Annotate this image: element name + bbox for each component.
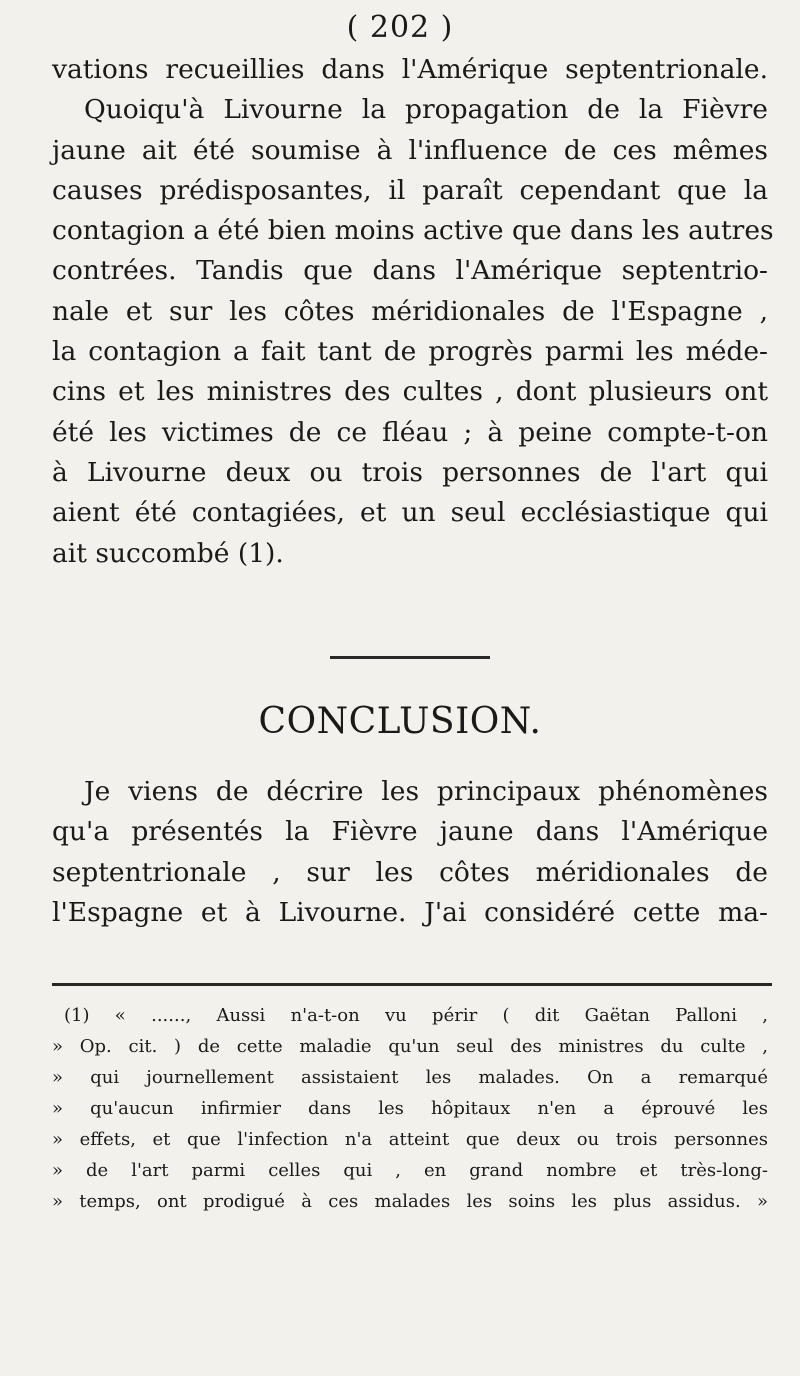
footnote-line: » qui journellement assistaient les malades. On a remarqué bbox=[52, 1067, 768, 1088]
text-line: qu'a présentés la Fièvre jaune dans l'Amérique bbox=[52, 816, 768, 848]
paragraph-contagion-livourne bbox=[52, 50, 774, 574]
text-line: vations recueillies dans l'Amérique septentrionale. bbox=[52, 54, 768, 85]
text-line: ait succombé (1). bbox=[52, 537, 284, 569]
text-line: l'Espagne et à Livourne. J'ai considéré cette ma- bbox=[52, 896, 768, 928]
text-line: nale et sur les côtes méridionales de l'Espagne , bbox=[52, 295, 768, 327]
text-line: jaune ait été soumise à l'influence de ces mêmes bbox=[52, 134, 768, 166]
footnote-line: » Op. cit. ) de cette maladie qu'un seul des ministres du culte , bbox=[52, 1036, 768, 1057]
footnote-line: (1) « ......, Aussi n'a-t-on vu périr ( dit Gaëtan Palloni , bbox=[64, 1005, 768, 1026]
footnote-line: » qu'aucun infirmier dans les hôpitaux n'en a éprouvé les bbox=[52, 1098, 768, 1119]
paragraph-conclusion bbox=[52, 772, 768, 933]
footnote-line: » effets, et que l'infection n'a atteint que deux ou trois personnes bbox=[52, 1129, 768, 1150]
text-line: été les victimes de ce fléau ; à peine compte-t-on bbox=[52, 416, 768, 448]
footnote-line: » de l'art parmi celles qui , en grand nombre et très-long- bbox=[52, 1160, 768, 1181]
footnote-line: » temps, ont prodigué à ces malades les soins les plus assidus. » bbox=[52, 1191, 768, 1212]
section-heading: CONCLUSION. bbox=[258, 701, 542, 742]
text-line: causes prédisposantes, il paraît cependant que la bbox=[52, 174, 768, 206]
footnote-divider bbox=[52, 983, 772, 986]
text-line: à Livourne deux ou trois personnes de l'art qui bbox=[52, 456, 768, 488]
text-line: contagion a été bien moins active que dans les autres bbox=[52, 215, 774, 247]
text-line: aient été contagiées, et un seul ecclésiastique qui bbox=[52, 497, 768, 529]
text-line: Je viens de décrire les principaux phénomènes bbox=[84, 776, 768, 807]
footnote bbox=[52, 1000, 768, 1217]
text-line: la contagion a fait tant de progrès parmi les méde- bbox=[52, 336, 768, 368]
section-divider bbox=[330, 656, 490, 659]
text-line: Quoiqu'à Livourne la propagation de la Fièvre bbox=[84, 94, 768, 126]
page-number: ( 202 ) bbox=[346, 10, 454, 45]
text-line: contrées. Tandis que dans l'Amérique septentrio- bbox=[52, 255, 768, 287]
text-line: septentrionale , sur les côtes méridionales de bbox=[52, 856, 768, 888]
text-line: cins et les ministres des cultes , dont plusieurs ont bbox=[52, 376, 768, 408]
